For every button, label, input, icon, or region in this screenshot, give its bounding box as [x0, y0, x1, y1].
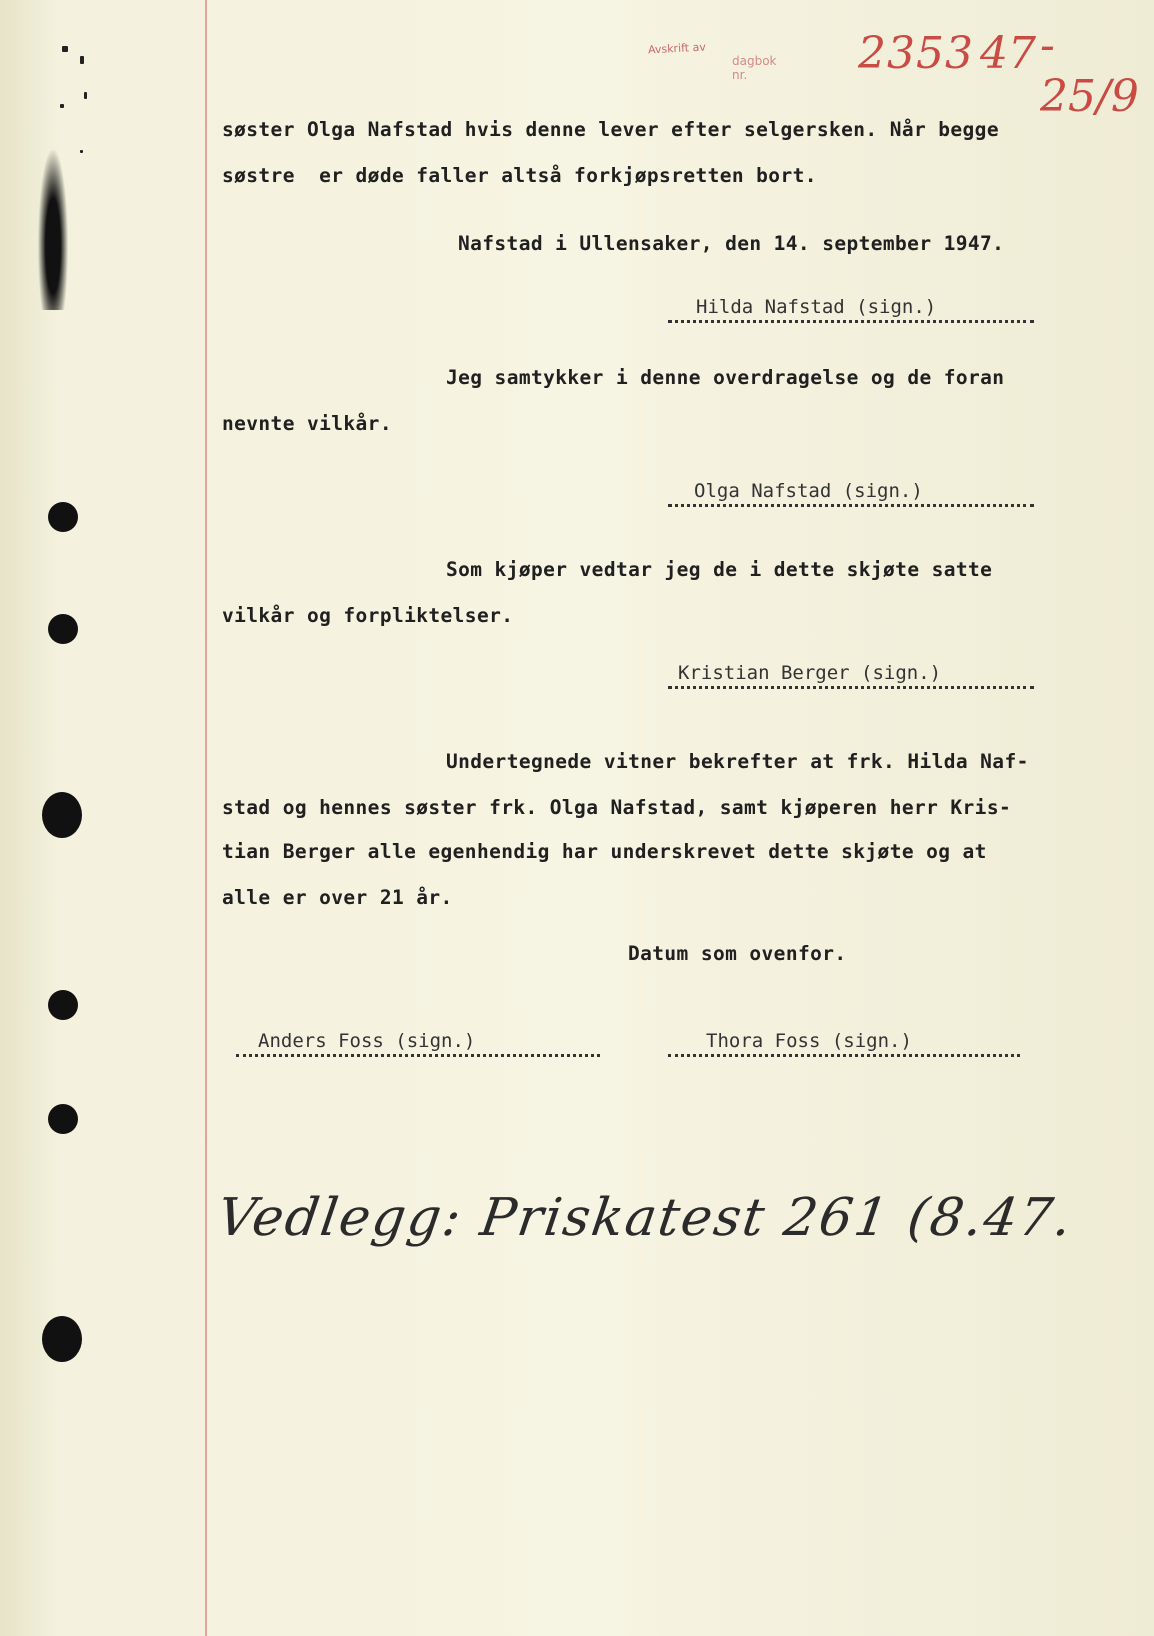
text-line: stad og hennes søster frk. Olga Nafstad, samt kjøperen herr Kris-: [222, 796, 1012, 819]
text-line: søstre er døde faller altså forkjøpsretten bort.: [222, 164, 817, 187]
margin-line: [205, 0, 207, 1636]
page-edge-shadow: [38, 150, 68, 310]
signature-rule: [668, 504, 1034, 507]
journal-date: - 25/9: [1040, 20, 1139, 122]
signature-rule: [668, 686, 1034, 689]
text-line: vilkår og forpliktelser.: [222, 604, 514, 627]
signature-rule: [668, 1054, 1020, 1057]
signature-anders: Anders Foss (sign.): [258, 1030, 476, 1052]
punch-hole: [48, 614, 78, 644]
text-line: søster Olga Nafstad hvis denne lever efter selgersken. Når begge: [222, 118, 999, 141]
signature-hilda: Hilda Nafstad (sign.): [696, 296, 937, 318]
text-line: nevnte vilkår.: [222, 412, 392, 435]
punch-hole: [42, 1316, 82, 1362]
journal-year: 47: [980, 28, 1036, 79]
speck: [84, 92, 87, 99]
signature-rule: [236, 1054, 600, 1057]
punch-hole: [48, 990, 78, 1020]
registry-header: [647, 40, 777, 82]
signature-olga: Olga Nafstad (sign.): [694, 480, 923, 502]
speck: [62, 46, 68, 52]
text-line: Som kjøper vedtar jeg de i dette skjøte satte: [446, 558, 993, 581]
signature-rule: [668, 320, 1034, 323]
text-line: alle er over 21 år.: [222, 886, 453, 909]
text-line: Undertegnede vitner bekrefter at frk. Hilda Naf-: [446, 750, 1029, 773]
speck: [60, 104, 64, 108]
text-line: Jeg samtykker i denne overdragelse og de foran: [446, 366, 1005, 389]
punch-hole: [42, 792, 82, 838]
handwritten-attachment-note: Vedlegg: Priskatest 261 (8.47.: [213, 1188, 1077, 1248]
punch-hole: [48, 502, 78, 532]
signature-kristian: Kristian Berger (sign.): [678, 662, 942, 684]
speck: [80, 56, 84, 64]
punch-hole: [48, 1104, 78, 1134]
header-label-avskrift: Avskrift av: [647, 40, 707, 57]
speck: [80, 150, 83, 153]
place-date-line: Nafstad i Ullensaker, den 14. september 1947.: [458, 232, 1005, 255]
header-label-dagbok: dagbok nr.: [732, 54, 777, 82]
datum-line: Datum som ovenfor.: [628, 942, 847, 965]
journal-number: 2353: [858, 28, 974, 79]
text-line: tian Berger alle egenhendig har underskrevet dette skjøte og at: [222, 840, 987, 863]
signature-thora: Thora Foss (sign.): [706, 1030, 912, 1052]
